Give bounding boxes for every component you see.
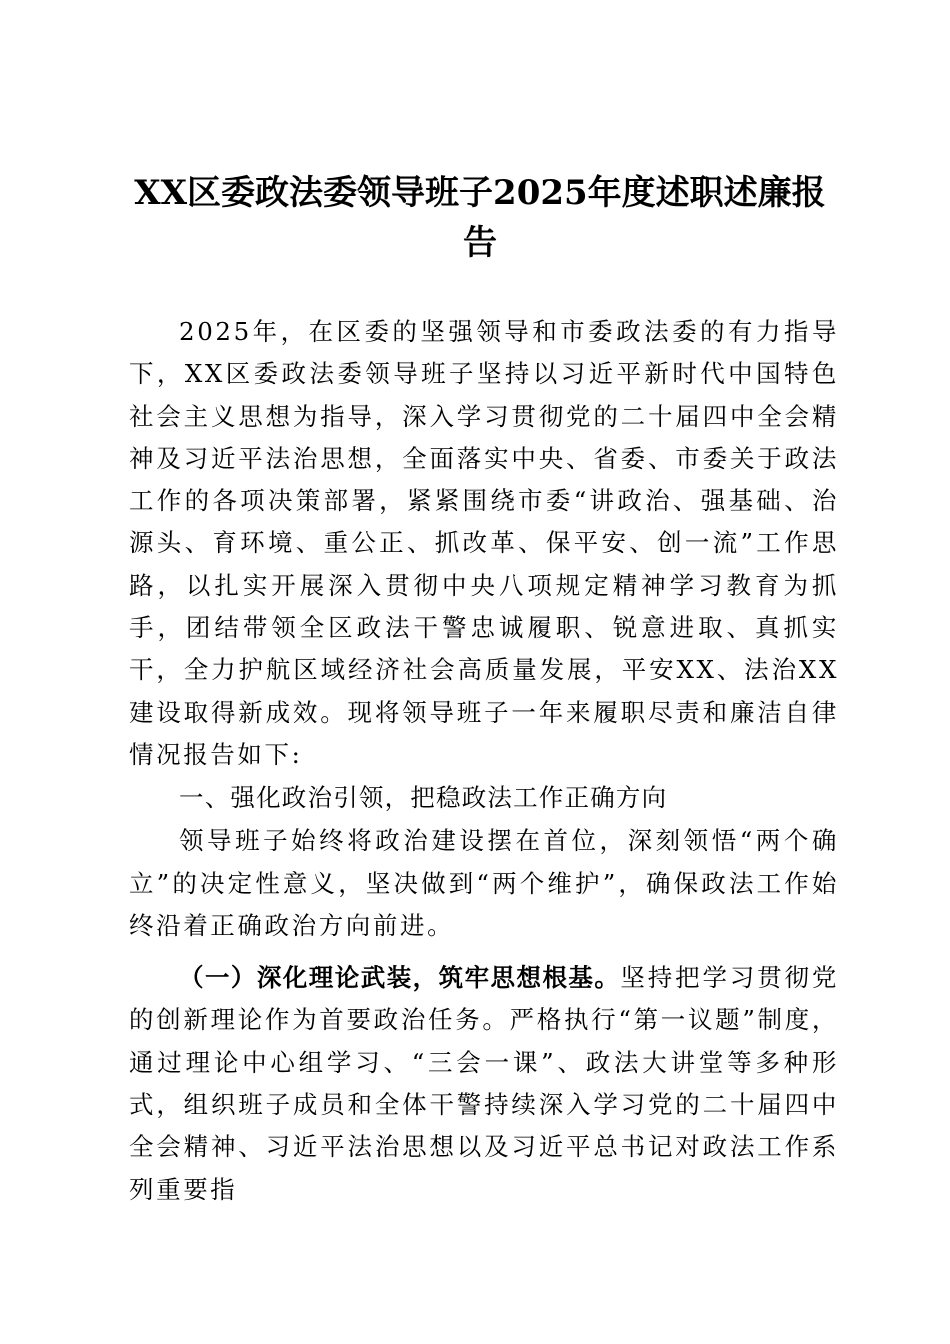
intro-paragraph: 2025年，在区委的坚强领导和市委政法委的有力指导下，XX区委政法委领导班子坚持以习近平新时代中国特色社会主义思想为指导，深入学习贯彻党的二十届四中全会精神及习近平法治思想，全面落实中央、省委、市委关于政法工作的各项决策部署，紧紧围绕市委“讲政治、强基础、治源头、育环境、重公正、抓改革、保平安、创一流”工作思路，以扎实开展深入贯彻中央八项规定精神学习教育为抓手，团结带领全区政法干警忠诚履职、锐意进取、真抓实干，全力护航区域经济社会高质量发展，平安XX、法治XX建设取得新成效。现将领导班子一年来履职尽责和廉洁自律情况报告如下: [129, 317, 839, 769]
document-title: XX区委政法委领导班子2025年度述职述廉报告 [134, 173, 826, 263]
document-body [129, 311, 839, 1211]
subsection-heading-1: （一）深化理论武装，筑牢思想根基。 [179, 963, 621, 993]
subsection-1-text: 坚持把学习贯彻党的创新理论作为首要政治任务。严格执行“第一议题”制度，通过理论中心组学习、“三会一课”、政法大讲堂等多种形式，组织班子成员和全体干警持续深入学习党的二十届四中全会精神、习近平法治思想以及习近平总书记对政法工作系列重要指 [129, 963, 839, 1204]
paragraph-gap [129, 947, 839, 957]
section-1-paragraph: 领导班子始终将政治建设摆在首位，深刻领悟“两个确立”的决定性意义，坚决做到“两个维护”，确保政法工作始终沿着正确政治方向前进。 [129, 826, 839, 940]
section-heading-1: 一、强化政治引领，把稳政法工作正确方向 [179, 783, 668, 813]
subsection-1-paragraph [129, 957, 839, 1211]
